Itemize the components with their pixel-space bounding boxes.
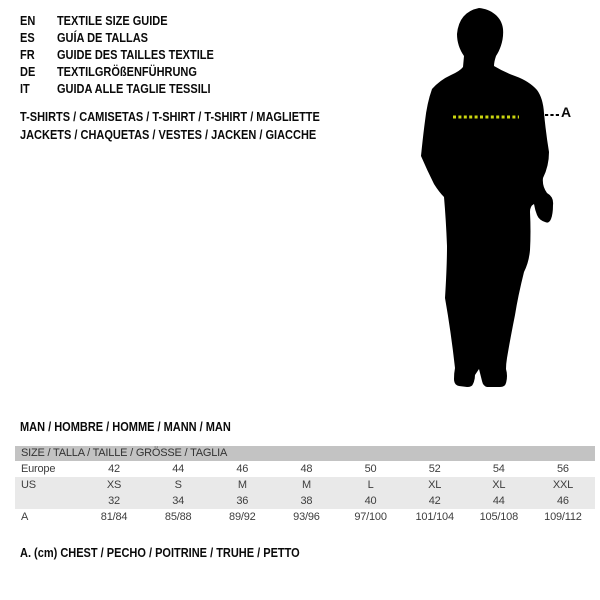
size-cell: 101/104 xyxy=(415,511,454,523)
language-row-en xyxy=(20,13,214,30)
language-label: GUÍA DE TALLAS xyxy=(56,31,149,45)
size-cell: 85/88 xyxy=(164,511,192,523)
size-cell: 105/108 xyxy=(479,511,518,523)
size-cell: 48 xyxy=(300,463,313,475)
size-cell: 38 xyxy=(274,493,338,509)
language-row-fr xyxy=(20,47,214,64)
size-cell: 46 xyxy=(236,463,249,475)
language-code: DE xyxy=(20,65,36,79)
table-row-europe xyxy=(15,461,595,477)
language-row-de xyxy=(20,64,214,81)
size-cell: 54 xyxy=(492,463,505,475)
man-silhouette xyxy=(403,6,578,392)
footnote-chest: A. (cm) CHEST / PECHO / POITRINE / TRUHE / PETTO xyxy=(20,546,300,560)
size-cell: 32 xyxy=(82,493,146,509)
size-cell: XXL xyxy=(531,477,595,493)
size-cell: 97/100 xyxy=(354,511,387,523)
size-cell: 44 xyxy=(172,463,185,475)
size-cell: XS xyxy=(82,477,146,493)
language-code: FR xyxy=(20,48,35,62)
size-cell: 42 xyxy=(108,463,120,475)
size-cell: L xyxy=(339,477,403,493)
size-cell: 50 xyxy=(364,463,377,475)
size-cell: 56 xyxy=(557,463,569,475)
language-row-es xyxy=(20,30,214,47)
size-cell: XL xyxy=(403,477,467,493)
man-body-shape xyxy=(421,8,553,387)
size-cell: 89/92 xyxy=(229,511,256,523)
size-cell: 34 xyxy=(146,493,210,509)
size-cell: 109/112 xyxy=(544,511,582,523)
category-title-jackets: JACKETS / CHAQUETAS / VESTES / JACKEN / GIACCHE xyxy=(20,128,317,142)
measurement-label-a: A xyxy=(561,104,572,120)
language-label: TEXTILE SIZE GUIDE xyxy=(56,14,168,28)
language-label: TEXTILGRÖßENFÜHRUNG xyxy=(56,65,197,79)
size-cell: M xyxy=(210,477,274,493)
gender-heading: MAN / HOMBRE / HOMME / MANN / MAN xyxy=(20,420,231,434)
row-label: Europe xyxy=(21,463,56,475)
size-cell: 93/96 xyxy=(293,511,320,523)
language-row-it xyxy=(20,81,214,98)
size-cell: 44 xyxy=(467,493,531,509)
language-label: GUIDE DES TAILLES TEXTILE xyxy=(56,48,214,62)
language-code: IT xyxy=(20,82,30,96)
size-table-header-row xyxy=(15,446,595,461)
language-code: ES xyxy=(20,31,35,45)
category-titles xyxy=(20,108,320,144)
size-cell: 46 xyxy=(531,493,595,509)
size-cell: XL xyxy=(467,477,531,493)
category-title-tshirts: T-SHIRTS / CAMISETAS / T-SHIRT / T-SHIRT / MAGLIETTE xyxy=(20,110,320,124)
table-row-chest xyxy=(15,509,595,525)
size-cell: 52 xyxy=(428,463,441,475)
size-cell: 40 xyxy=(339,493,403,509)
size-cell: 36 xyxy=(210,493,274,509)
size-table xyxy=(15,446,595,525)
language-label: GUIDA ALLE TAGLIE TESSILI xyxy=(56,82,211,96)
table-row-us xyxy=(15,477,595,493)
size-table-header: SIZE / TALLA / TAILLE / GRÖSSE / TAGLIA xyxy=(15,446,595,461)
table-row-numeric xyxy=(15,493,595,509)
language-guide-list xyxy=(20,13,214,98)
row-label: A xyxy=(21,511,29,523)
row-label xyxy=(15,493,82,509)
language-code: EN xyxy=(20,14,36,28)
size-cell: 81/84 xyxy=(100,511,128,523)
size-cell: M xyxy=(274,477,338,493)
size-cell: S xyxy=(146,477,210,493)
row-label: US xyxy=(15,477,82,493)
size-cell: 42 xyxy=(403,493,467,509)
